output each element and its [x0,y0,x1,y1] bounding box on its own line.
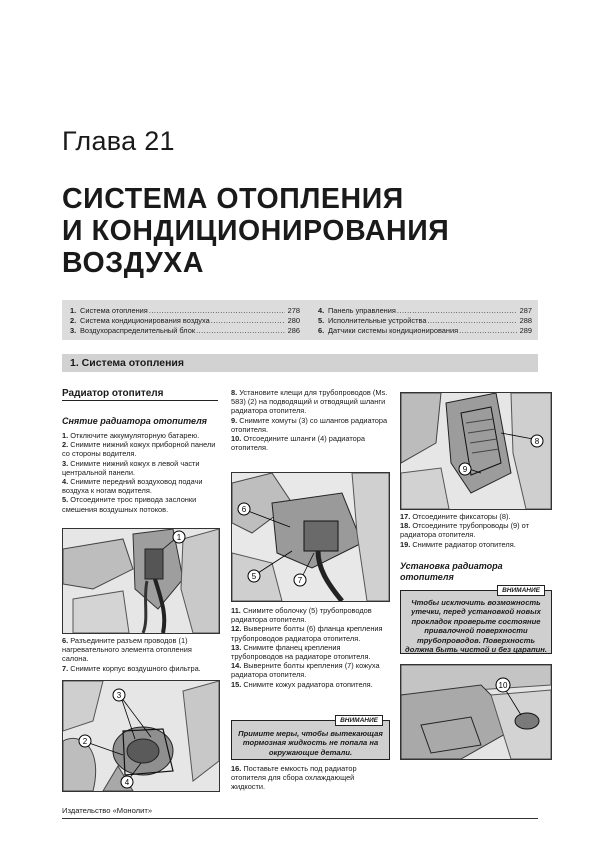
callout-1: 1 [176,533,182,542]
step-number: 12. [231,624,242,634]
toc-entry[interactable] [70,326,300,336]
chapter-title [62,183,449,279]
step-text: Разъедините разъем проводов (1) нагревательного элемента отопления салона. [62,636,192,664]
toc-page: 287 [519,306,532,315]
step-text: Отсоедините фиксаторы (8). [412,512,511,521]
subheading-removal: Снятие радиатора отопителя [62,416,207,426]
step-text: Отсоедините трубопроводы (9) от радиатора отопителя. [400,521,529,540]
warning-box-brake-fluid [231,717,390,760]
toc-label: Исполнительные устройства [328,316,427,325]
callout-4: 4 [124,778,130,787]
step-number: 2. [62,440,69,450]
step [231,388,388,416]
toc-page: 289 [519,326,532,335]
warning-label: ВНИМАНИЕ [335,715,383,726]
step-text: Снимите передний воздуховод подачи воздуха к ногам водителя. [62,477,203,496]
step-text: Снимите хомуты (3) со шлангов радиатора отопителя. [231,415,388,434]
step-text: Установите клещи для трубопроводов (Ms. 583) (2) на подводящий и отводящий шланги радиатора отопителя. [231,388,388,416]
toc-page: 286 [287,326,300,335]
toc-entry[interactable] [70,306,300,316]
callout-8: 8 [534,437,540,446]
step-text: Поставьте емкость под радиатор отопителя для сбора охлаждающей жидкости. [231,764,357,792]
steps-list-3 [231,388,388,452]
step-text: Снимите фланец крепления трубопроводов на радиаторе отопителя. [231,642,371,662]
title-line: И КОНДИЦИОНИРОВАНИЯ [62,215,450,247]
heading-heater-radiator: Радиатор отопителя [62,388,218,401]
callout-10: 10 [498,681,508,690]
figure-clips [400,392,552,510]
toc-page: 288 [519,316,532,325]
toc-num: 1. [70,306,77,315]
step-number: 3. [62,458,69,468]
step-number: 14. [231,661,242,671]
step [62,636,218,664]
title-line: СИСТЕМА ОТОПЛЕНИЯ [62,183,404,215]
step-number: 9. [231,415,238,425]
step-number: 8. [231,388,238,397]
step-text: Снимите кожух радиатора отопителя. [243,679,373,689]
step-number: 19. [400,539,411,549]
step-text: Выверните болты (6) фланца крепления трубопроводов радиатора отопителя. [231,624,383,643]
steps-list-1 [62,431,218,514]
step [231,661,388,679]
step [62,459,218,477]
callout-3: 3 [116,691,122,700]
toc-label: Система отопления [80,306,148,315]
callout-7: 7 [297,576,303,585]
toc-label: Система кондиционирования воздуха [80,316,210,325]
step-number: 13. [231,642,242,652]
callout-9: 9 [462,465,468,474]
steps-list-4 [231,606,388,689]
toc-entry[interactable] [318,316,532,326]
steps-list-6 [400,512,550,549]
step-text: Снимите оболочку (5) трубопроводов радиатора отопителя. [231,606,372,625]
step-text: Снимите корпус воздушного фильтра. [70,663,201,673]
step [231,624,388,642]
step [231,643,388,661]
step-number: 4. [62,477,69,487]
toc-entry[interactable] [318,306,532,316]
callout-2: 2 [82,737,88,746]
toc-page: 278 [287,306,300,315]
step [62,664,218,673]
step [62,495,218,513]
section-heading-bar: 1. Система отопления [62,354,538,372]
step-text: Отсоедините шланги (4) радиатора отопителя. [231,434,365,453]
step-text: Снимите нижний кожух приборной панели со стороны водителя. [62,440,216,459]
step [231,434,388,452]
toc-column-left [70,306,300,336]
step [231,606,388,624]
step-text: Отсоедините трос привода заслонки смешения воздушных потоков. [62,495,197,514]
toc-label: Панель управления [328,306,396,315]
callout-5: 5 [251,572,257,581]
step [231,764,388,792]
step-number: 10. [231,434,242,444]
toc-num: 6. [318,326,325,335]
chapter-label: Глава 21 [62,126,175,156]
publisher-footer: Издательство «Монолит» [62,806,153,815]
step-number: 1. [62,431,69,440]
callout-6: 6 [241,505,247,514]
warning-text: Чтобы исключить возможность утечки, перед установкой новых прокладок проверьте состояние привалочной поверхности трубопроводов. Поверхность должна быть чистой и без царапин. [405,598,547,655]
footer-divider [62,818,538,819]
step-number: 16. [231,764,242,773]
toc-num: 5. [318,316,325,325]
title-line: ВОЗДУХА [62,247,205,279]
step [62,440,218,458]
step [400,512,550,521]
toc-label: Воздухораспределительный блок [80,326,196,335]
warning-box-gaskets [400,587,552,655]
step-number: 5. [62,495,69,505]
warning-text: Примите меры, чтобы вытекающая тормозная жидкость не попала на окружающие детали. [238,729,383,757]
toc-num: 2. [70,316,77,325]
step [400,521,550,539]
figure-hoses [62,680,220,792]
step [400,540,550,549]
step-text: Снимите радиатор отопителя. [412,539,516,549]
step-number: 7. [62,663,69,673]
step-number: 6. [62,636,69,645]
toc-num: 3. [70,326,77,335]
figure-pipes [231,472,390,602]
toc-entry[interactable] [70,316,300,326]
step [62,431,218,440]
step-text: Отключите аккумуляторную батарею. [70,431,200,440]
toc-num: 4. [318,306,325,315]
subheading-installation: Установка радиатора отопителя [400,561,503,582]
warning-label: ВНИМАНИЕ [497,585,545,596]
figure-radiator-install [400,664,552,760]
toc-page: 280 [287,316,300,325]
toc-column-right [318,306,532,336]
toc-entry[interactable] [318,326,532,336]
table-of-contents [62,300,538,340]
step-number: 15. [231,679,242,689]
step-number: 11. [231,606,241,615]
steps-list-2 [62,636,218,673]
figure-connector [62,528,220,634]
step [231,416,388,434]
step [231,680,388,689]
step [62,477,218,495]
step-number: 17. [400,512,411,521]
toc-label: Датчики системы кондиционирования [328,326,459,335]
step-text: Выверните болты крепления (7) кожуха радиатора отопителя. [231,661,380,680]
step-number: 18. [400,521,411,531]
steps-list-5 [231,764,388,792]
step-text: Снимите нижний кожух в левой части центральной панели. [62,458,200,477]
